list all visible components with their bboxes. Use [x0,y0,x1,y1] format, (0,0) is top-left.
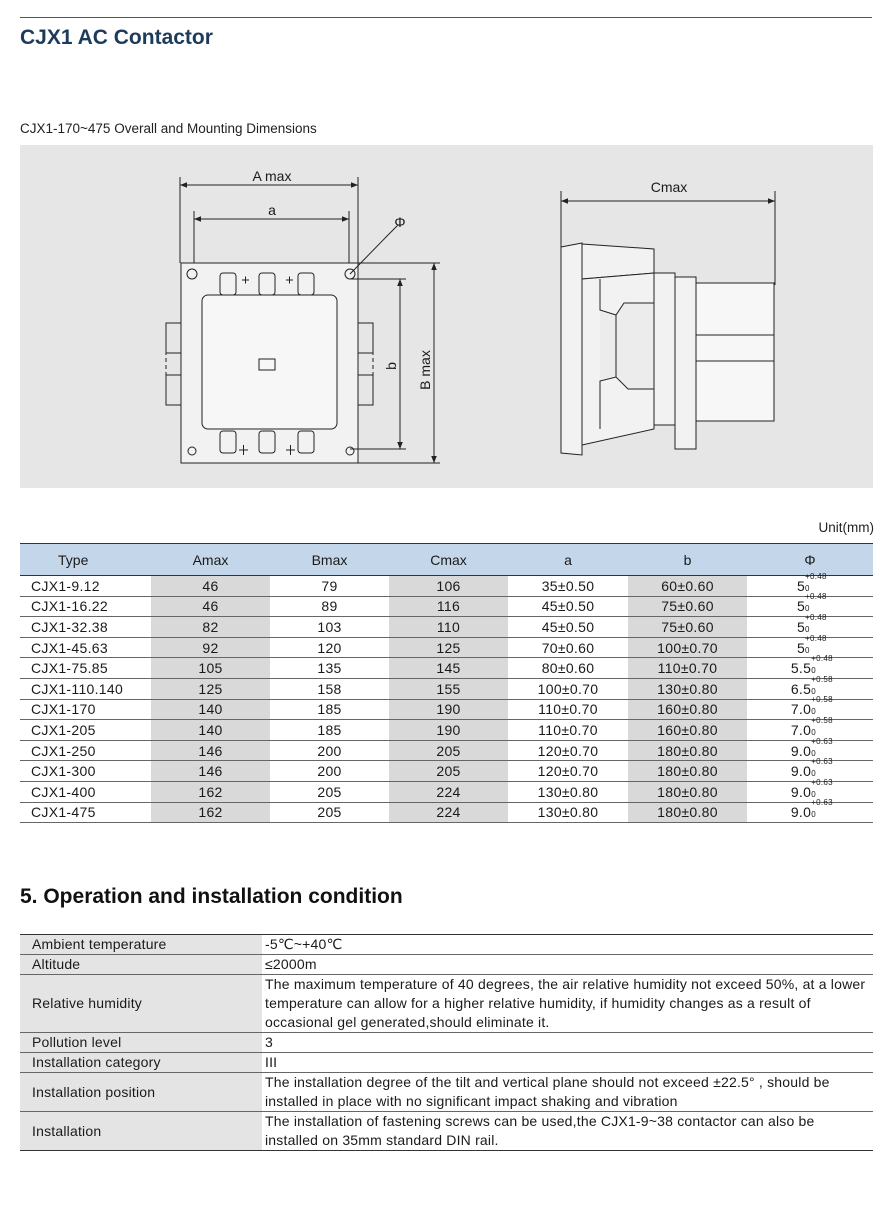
label-cmax: Cmax [650,179,688,195]
phi-nominal: 9.0 [790,804,812,821]
phi-value [796,612,827,635]
phi-upper-tolerance: +0.48 [805,633,827,643]
cell-bmax: 158 [270,678,389,699]
cell-a: 120±0.70 [508,761,628,782]
cell-phi [747,777,873,802]
cell-a: 80±0.60 [508,658,628,679]
cell-a: 110±0.70 [508,720,628,741]
phi-value [790,736,833,759]
label-bmax: B max [417,350,433,390]
cell-amax: 146 [151,740,270,761]
cell-cmax: 224 [389,781,508,802]
phi-lower-tolerance: 0 [811,748,816,758]
phi-upper-tolerance: +0.48 [805,612,827,622]
label-a: a [268,202,276,218]
table-row [20,678,873,699]
cell-b: 110±0.70 [628,658,747,679]
cell-a: 35±0.50 [508,576,628,597]
cell-bmax: 79 [270,576,389,597]
cell-amax: 140 [151,720,270,741]
phi-value [796,571,827,594]
condition-row [20,1112,873,1151]
phi-upper-tolerance: +0.48 [805,571,827,581]
cell-b: 160±0.80 [628,699,747,720]
condition-value: ≤2000m [262,955,873,975]
cell-bmax: 103 [270,617,389,638]
cell-bmax: 205 [270,802,389,823]
phi-lower-tolerance: 0 [811,810,816,820]
cell-b: 180±0.80 [628,761,747,782]
conditions-table [20,934,873,1151]
condition-label: Installation category [20,1053,262,1073]
cell-type: CJX1-32.38 [20,617,151,638]
dimension-drawing [20,145,873,488]
phi-nominal: 7.0 [790,701,812,718]
phi-lower-tolerance: 0 [811,707,816,717]
phi-value [790,654,833,677]
condition-row [20,1053,873,1073]
section-title: 5. Operation and installation condition [20,885,403,908]
cell-amax: 125 [151,678,270,699]
cell-type: CJX1-205 [20,720,151,741]
phi-value [796,592,827,615]
cell-phi [747,695,873,720]
cell-b: 75±0.60 [628,596,747,617]
cell-phi [747,798,873,823]
cell-cmax: 106 [389,576,508,597]
condition-label: Relative humidity [20,975,262,1033]
cell-phi [747,654,873,679]
condition-label: Installation [20,1112,262,1151]
phi-nominal: 6.5 [790,680,812,697]
phi-lower-tolerance: 0 [811,769,816,779]
phi-upper-tolerance: +0.58 [811,674,833,684]
phi-lower-tolerance: 0 [805,624,810,634]
condition-value: -5℃~+40℃ [262,935,873,955]
condition-value: The installation of fastening screws can be used,the CJX1-9~38 contactor can also be installed on 35mm standard DIN rail. [262,1112,873,1151]
table-row [20,596,873,617]
table-row [20,658,873,679]
phi-nominal: 5.5 [790,660,812,677]
table-row [20,617,873,638]
phi-lower-tolerance: 0 [811,789,816,799]
cell-cmax: 205 [389,740,508,761]
table-row [20,781,873,802]
cell-phi [747,633,873,658]
cell-amax: 105 [151,658,270,679]
cell-a: 120±0.70 [508,740,628,761]
condition-value: The installation degree of the tilt and vertical plane should not exceed ±22.5° , should be installed in place with no significant impact shaking and vibration [262,1073,873,1112]
condition-row [20,1033,873,1053]
cell-amax: 162 [151,802,270,823]
cell-cmax: 125 [389,637,508,658]
table-row [20,576,873,597]
phi-nominal: 9.0 [790,783,812,800]
phi-lower-tolerance: 0 [805,604,810,614]
cell-a: 45±0.50 [508,596,628,617]
drawing-subtitle: CJX1-170~475 Overall and Mounting Dimensions [20,121,317,136]
table-row [20,761,873,782]
condition-row [20,1073,873,1112]
table-row [20,802,873,823]
dimensions-table [20,543,873,823]
cell-phi [747,736,873,761]
page-title: CJX1 AC Contactor [20,26,213,49]
cell-cmax: 110 [389,617,508,638]
phi-value [790,798,833,821]
cell-amax: 146 [151,761,270,782]
cell-type: CJX1-400 [20,781,151,802]
condition-label: Ambient temperature [20,935,262,955]
phi-upper-tolerance: +0.63 [811,798,833,808]
cell-amax: 140 [151,699,270,720]
table-row [20,637,873,658]
cell-a: 110±0.70 [508,699,628,720]
dimensions-body [20,571,873,823]
cell-type: CJX1-45.63 [20,637,151,658]
phi-upper-tolerance: +0.63 [811,777,833,787]
cell-type: CJX1-16.22 [20,596,151,617]
phi-value [790,757,833,780]
cell-amax: 92 [151,637,270,658]
top-rule [20,17,872,18]
condition-label: Altitude [20,955,262,975]
cell-b: 60±0.60 [628,576,747,597]
phi-value [790,695,833,718]
phi-upper-tolerance: +0.48 [811,654,833,664]
label-amax: A max [252,168,292,184]
phi-value [790,715,833,738]
column-header: Cmax [389,544,508,576]
phi-value [796,633,827,656]
cell-type: CJX1-475 [20,802,151,823]
unit-label: Unit(mm) [818,520,874,535]
cell-b: 100±0.70 [628,637,747,658]
cell-cmax: 190 [389,699,508,720]
phi-nominal: 5 [796,639,806,656]
cell-cmax: 116 [389,596,508,617]
phi-upper-tolerance: +0.48 [805,592,827,602]
cell-b: 75±0.60 [628,617,747,638]
cell-amax: 162 [151,781,270,802]
condition-label: Installation position [20,1073,262,1112]
phi-nominal: 5 [796,618,806,635]
condition-row [20,935,873,955]
cell-cmax: 224 [389,802,508,823]
condition-value: 3 [262,1033,873,1053]
cell-phi [747,715,873,741]
cell-amax: 46 [151,576,270,597]
cell-bmax: 185 [270,699,389,720]
cell-type: CJX1-75.85 [20,658,151,679]
cell-cmax: 205 [389,761,508,782]
phi-lower-tolerance: 0 [811,686,816,696]
cell-type: CJX1-110.140 [20,678,151,699]
cell-amax: 46 [151,596,270,617]
cell-phi [747,674,873,699]
cell-bmax: 185 [270,720,389,741]
cell-bmax: 200 [270,761,389,782]
cell-bmax: 120 [270,637,389,658]
phi-value [790,674,833,697]
table-row [20,699,873,720]
column-header: a [508,544,628,576]
phi-value [790,777,833,800]
cell-bmax: 89 [270,596,389,617]
cell-bmax: 205 [270,781,389,802]
condition-row [20,975,873,1033]
condition-label: Pollution level [20,1033,262,1053]
column-header: Φ [747,544,873,576]
phi-upper-tolerance: +0.63 [811,757,833,767]
phi-upper-tolerance: +0.63 [811,736,833,746]
cell-type: CJX1-9.12 [20,576,151,597]
cell-a: 130±0.80 [508,781,628,802]
cell-b: 130±0.80 [628,678,747,699]
phi-lower-tolerance: 0 [811,727,816,737]
cell-b: 160±0.80 [628,720,747,741]
cell-a: 45±0.50 [508,617,628,638]
label-phi: Φ [394,214,406,230]
cell-b: 180±0.80 [628,740,747,761]
dimension-drawing-panel [20,145,873,488]
cell-cmax: 145 [389,658,508,679]
column-header: Amax [151,544,270,576]
phi-lower-tolerance: 0 [811,666,816,676]
phi-nominal: 7.0 [790,721,812,738]
column-header: Type [20,544,151,576]
cell-a: 100±0.70 [508,678,628,699]
cell-amax: 82 [151,617,270,638]
cell-type: CJX1-300 [20,761,151,782]
condition-value: III [262,1053,873,1073]
dimensions-header-row [20,544,873,576]
phi-nominal: 5 [796,577,806,594]
column-header: Bmax [270,544,389,576]
cell-cmax: 190 [389,720,508,741]
phi-nominal: 9.0 [790,763,812,780]
phi-nominal: 5 [796,598,806,615]
cell-bmax: 200 [270,740,389,761]
condition-row [20,955,873,975]
cell-a: 130±0.80 [508,802,628,823]
cell-cmax: 155 [389,678,508,699]
label-b: b [383,362,399,370]
cell-a: 70±0.60 [508,637,628,658]
cell-b: 180±0.80 [628,781,747,802]
column-header: b [628,544,747,576]
phi-nominal: 9.0 [790,742,812,759]
phi-upper-tolerance: +0.58 [811,695,833,705]
table-row [20,720,873,741]
side-view [561,191,775,455]
cell-b: 180±0.80 [628,802,747,823]
cell-bmax: 135 [270,658,389,679]
phi-upper-tolerance: +0.58 [811,715,833,725]
cell-type: CJX1-170 [20,699,151,720]
table-row [20,740,873,761]
cell-phi [747,757,873,782]
cell-type: CJX1-250 [20,740,151,761]
condition-value: The maximum temperature of 40 degrees, the air relative humidity not exceed 50%, at a lower temperature can allow for a higher relative humidity, if humidity changes as a result of occasional gel generated,should eliminate it. [262,975,873,1033]
phi-lower-tolerance: 0 [805,583,810,593]
phi-lower-tolerance: 0 [805,645,810,655]
